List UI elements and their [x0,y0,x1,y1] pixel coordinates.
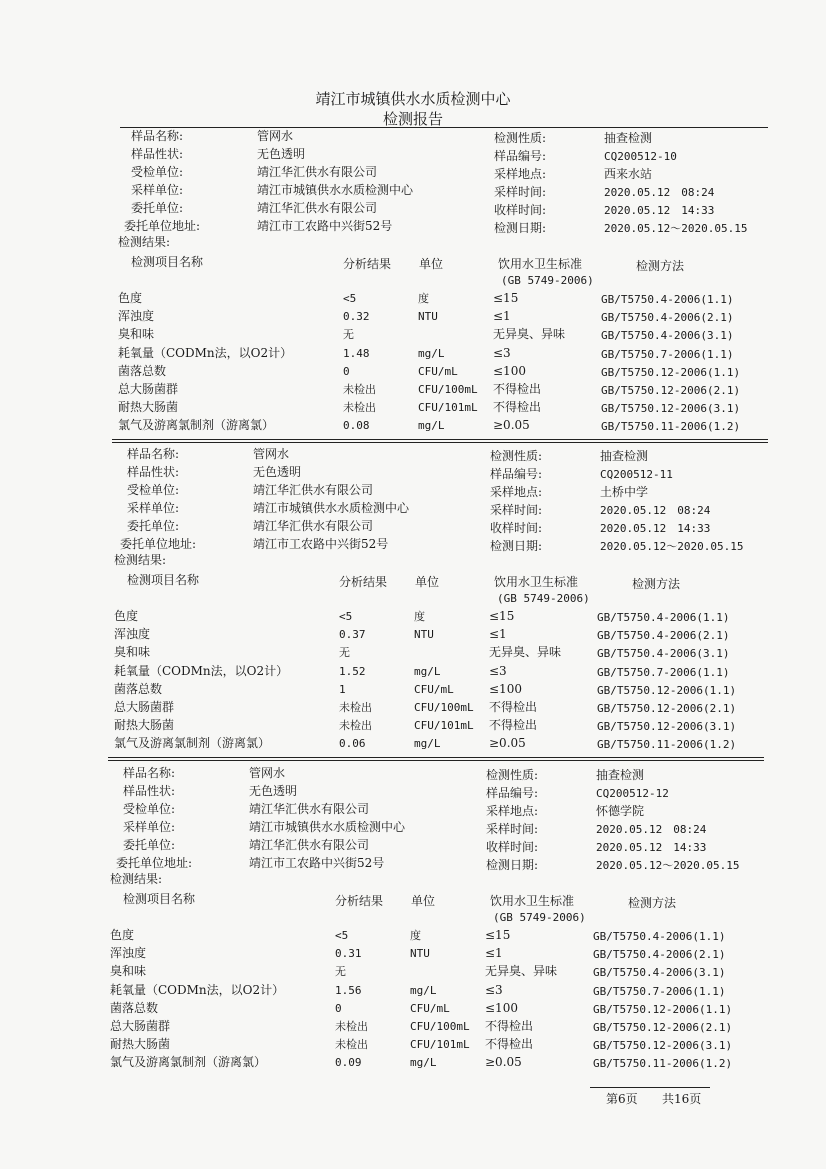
info-label-sampling-time: 采样时间: [494,185,547,199]
info-value-inspected-unit: 靖江华汇供水有限公司 [257,165,378,179]
col-header-standard-code: (GB 5749-2006) [497,592,590,605]
row-standard: 无异臭、异味 [485,964,558,979]
info-value-test-date: 2020.05.12～2020.05.15 [600,540,744,553]
row-result: 0 [335,1001,342,1015]
results-label: 检测结果: [118,235,171,249]
row-item: 氯气及游离氯制剂（游离氯） [110,1055,267,1070]
row-standard: ≥0.05 [489,736,526,751]
info-value-sample-nature: 无色透明 [249,784,298,798]
row-method: GB/T5750.4-2006(2.1) [597,629,730,643]
row-method: GB/T5750.12-2006(1.1) [593,1002,733,1016]
info-label-receipt-time: 收样时间: [486,840,539,854]
row-standard: ≤3 [489,663,507,678]
row-unit: CFU/101mL [410,1038,470,1052]
row-result: 0 [343,364,350,378]
row-result: 未检出 [339,701,372,714]
row-standard: 不得检出 [493,400,542,415]
page-total: 共16页 [662,1092,702,1106]
info-label-sampling-time: 采样时间: [486,822,539,836]
row-result: 无 [343,328,354,342]
info-label-sampling-time: 采样时间: [490,503,543,517]
row-item: 耐热大肠菌 [110,1037,171,1052]
row-method: GB/T5750.4-2006(1.1) [593,930,726,943]
row-method: GB/T5750.12-2006(2.1) [597,702,737,715]
col-header-result: 分析结果 [335,894,384,908]
info-label-sampling-unit: 采样单位: [123,820,176,834]
row-result: 1.56 [335,983,362,997]
row-result: 0.06 [339,737,366,751]
info-label-sample-nature: 样品性状: [123,784,176,798]
info-label-sample-name: 样品名称: [127,447,180,461]
info-label-sample-no: 样品编号: [494,149,547,163]
row-unit: 度 [418,292,429,305]
col-header-item: 检测项目名称 [127,573,200,587]
col-header-standard: 饮用水卫生标准 [498,257,583,271]
row-method: GB/T5750.4-2006(3.1) [597,647,730,661]
results-label: 检测结果: [114,553,167,567]
row-standard: ≤1 [485,946,503,961]
row-item: 总大肠菌群 [110,1019,171,1033]
info-value-sampling-site: 怀德学院 [596,804,645,818]
row-method: GB/T5750.12-2006(2.1) [593,1021,733,1034]
info-label-sample-name: 样品名称: [131,129,184,143]
row-item: 耐热大肠菌 [118,400,179,415]
info-label-entrusting-address: 委托单位地址: [124,219,201,233]
row-method: GB/T5750.4-2006(3.1) [601,329,734,343]
row-item: 耐热大肠菌 [114,718,175,733]
info-value-entrusting-address: 靖江市工农路中兴街52号 [249,856,385,870]
info-value-sample-name: 管网水 [249,766,286,780]
row-standard: ≤100 [489,681,522,696]
info-value-test-nature: 抽查检测 [596,768,645,782]
info-label-sampling-site: 采样地点: [490,485,543,499]
info-value-sample-no: CQ200512-12 [596,787,669,800]
info-label-inspected-unit: 受检单位: [123,802,176,816]
col-header-method: 检测方法 [628,896,677,910]
row-standard: ≤15 [493,291,519,305]
row-standard: ≤3 [485,982,503,997]
col-header-unit: 单位 [415,575,440,589]
row-unit: mg/L [414,664,441,678]
row-standard: ≤100 [485,1000,518,1015]
info-label-sample-nature: 样品性状: [131,147,184,161]
info-value-sample-nature: 无色透明 [253,465,302,479]
row-unit: CFU/100mL [410,1020,470,1033]
row-result: 0.09 [335,1056,362,1070]
row-standard: 不得检出 [489,700,538,714]
row-method: GB/T5750.11-2006(1.2) [601,420,741,434]
info-label-sampling-unit: 采样单位: [131,183,184,197]
row-method: GB/T5750.4-2006(1.1) [597,611,730,624]
row-method: GB/T5750.11-2006(1.2) [593,1057,733,1071]
row-result: 1.52 [339,664,366,678]
row-method: GB/T5750.11-2006(1.2) [597,738,737,752]
row-result: <5 [335,929,349,942]
row-standard: 不得检出 [493,382,542,396]
row-method: GB/T5750.7-2006(1.1) [593,984,726,998]
info-value-sampling-unit: 靖江市城镇供水水质检测中心 [253,501,410,515]
col-header-standard: 饮用水卫生标准 [490,894,575,908]
row-result: 0.31 [335,947,362,961]
col-header-standard: 饮用水卫生标准 [494,575,579,589]
row-item: 总大肠菌群 [114,700,175,714]
row-standard: ≤100 [493,363,526,378]
row-standard: 不得检出 [489,718,538,733]
row-unit: mg/L [410,983,437,997]
row-result: 未检出 [335,1038,368,1052]
info-label-entrusting-unit: 委托单位: [123,838,176,852]
info-label-sample-nature: 样品性状: [127,465,180,479]
info-label-sample-no: 样品编号: [486,786,539,800]
row-unit: CFU/100mL [414,701,474,714]
row-item: 氯气及游离氯制剂（游离氯） [118,418,275,433]
col-header-result: 分析结果 [339,575,388,589]
info-value-receipt-time: 2020.05.12 14:33 [600,522,711,535]
row-unit: CFU/101mL [414,719,474,733]
report-title: 检测报告 [382,110,443,128]
row-standard: 不得检出 [485,1037,534,1052]
col-header-standard-code: (GB 5749-2006) [501,274,594,287]
header-rule [120,127,768,128]
row-method: GB/T5750.7-2006(1.1) [597,665,730,679]
row-item: 臭和味 [110,964,147,979]
info-label-entrusting-address: 委托单位地址: [120,537,197,551]
section-rule-double [112,442,768,443]
col-header-method: 检测方法 [636,259,685,273]
row-method: GB/T5750.4-2006(1.1) [601,293,734,306]
row-item: 色度 [110,928,135,942]
row-result: 1.48 [343,346,370,360]
row-standard: 无异臭、异味 [493,327,566,342]
row-standard: ≤1 [493,309,511,324]
row-method: GB/T5750.4-2006(2.1) [593,948,726,962]
row-result: 未检出 [343,383,376,396]
info-label-test-date: 检测日期: [486,858,539,872]
section-rule [108,757,764,758]
row-unit: CFU/100mL [418,383,478,396]
col-header-standard-code: (GB 5749-2006) [493,911,586,924]
info-label-entrusting-address: 委托单位地址: [116,856,193,870]
info-value-sample-no: CQ200512-11 [600,468,673,481]
row-item: 耗氧量（CODMn法，以O2计） [110,982,285,997]
row-unit: CFU/mL [414,682,454,696]
col-header-unit: 单位 [419,257,444,271]
info-value-sampling-unit: 靖江市城镇供水水质检测中心 [257,183,414,197]
info-value-sampling-site: 西来水站 [604,167,653,181]
info-label-test-nature: 检测性质: [486,768,539,782]
row-result: 0.08 [343,419,370,433]
section-rule [112,439,768,440]
info-value-receipt-time: 2020.05.12 14:33 [596,841,707,854]
info-value-receipt-time: 2020.05.12 14:33 [604,204,715,217]
row-unit: NTU [414,628,434,642]
section-rule-double [108,760,764,761]
row-unit: NTU [418,310,438,324]
info-value-entrusting-unit: 靖江华汇供水有限公司 [253,519,374,533]
row-standard: ≤15 [489,609,515,623]
results-label: 检测结果: [110,872,163,886]
info-value-sample-name: 管网水 [253,447,290,461]
row-method: GB/T5750.4-2006(3.1) [593,966,726,980]
info-label-test-nature: 检测性质: [490,449,543,463]
row-unit: 度 [410,929,421,942]
col-header-item: 检测项目名称 [131,255,204,269]
row-item: 耗氧量（CODMn法，以O2计） [114,663,289,678]
report-org-title: 靖江市城镇供水水质检测中心 [315,90,511,108]
row-standard: 无异臭、异味 [489,645,562,660]
row-standard: ≤1 [489,627,507,642]
info-value-entrusting-address: 靖江市工农路中兴街52号 [257,219,393,233]
row-result: 0.37 [339,628,366,642]
row-method: GB/T5750.12-2006(3.1) [597,720,737,734]
row-unit: 度 [414,610,425,623]
info-value-sample-no: CQ200512-10 [604,150,677,163]
row-result: 无 [335,965,346,979]
info-value-entrusting-unit: 靖江华汇供水有限公司 [257,201,378,215]
info-value-sampling-time: 2020.05.12 08:24 [604,186,715,199]
row-item: 浑浊度 [114,627,151,642]
row-item: 菌落总数 [118,363,167,378]
col-header-item: 检测项目名称 [123,892,196,906]
row-item: 色度 [118,291,143,305]
info-value-sampling-time: 2020.05.12 08:24 [600,504,711,517]
row-item: 氯气及游离氯制剂（游离氯） [114,736,271,751]
info-label-test-date: 检测日期: [490,539,543,553]
info-label-entrusting-unit: 委托单位: [127,519,180,533]
info-label-sampling-site: 采样地点: [486,804,539,818]
row-result: 未检出 [335,1020,368,1033]
info-label-sample-no: 样品编号: [490,467,543,481]
info-value-test-date: 2020.05.12～2020.05.15 [596,859,740,872]
info-label-sampling-site: 采样地点: [494,167,547,181]
info-label-inspected-unit: 受检单位: [127,483,180,497]
row-unit: mg/L [418,346,445,360]
col-header-unit: 单位 [411,894,436,908]
row-unit: mg/L [410,1056,437,1070]
row-standard: ≤15 [485,928,511,942]
row-result: 无 [339,646,350,660]
page-number: 第6页 [606,1092,638,1106]
row-unit: mg/L [418,419,445,433]
info-label-test-nature: 检测性质: [494,131,547,145]
info-value-test-nature: 抽查检测 [600,449,649,463]
row-item: 浑浊度 [118,309,155,324]
row-item: 菌落总数 [114,681,163,696]
row-item: 臭和味 [114,645,151,660]
row-method: GB/T5750.12-2006(1.1) [601,365,741,379]
info-label-sampling-unit: 采样单位: [127,501,180,515]
row-result: <5 [339,610,353,623]
row-item: 臭和味 [118,327,155,342]
row-unit: CFU/mL [418,364,458,378]
row-method: GB/T5750.4-2006(2.1) [601,311,734,325]
row-unit: NTU [410,947,430,961]
info-label-entrusting-unit: 委托单位: [131,201,184,215]
row-item: 菌落总数 [110,1000,159,1015]
info-value-sampling-time: 2020.05.12 08:24 [596,823,707,836]
row-method: GB/T5750.12-2006(1.1) [597,683,737,697]
row-result: 未检出 [339,719,372,733]
row-method: GB/T5750.7-2006(1.1) [601,347,734,361]
info-value-sampling-unit: 靖江市城镇供水水质检测中心 [249,820,406,834]
row-item: 耗氧量（CODMn法，以O2计） [118,345,293,360]
row-unit: CFU/101mL [418,401,478,415]
row-item: 浑浊度 [110,946,147,961]
row-method: GB/T5750.12-2006(3.1) [601,402,741,416]
info-label-receipt-time: 收样时间: [494,203,547,217]
info-value-sampling-site: 土桥中学 [600,485,649,499]
row-item: 色度 [114,609,139,623]
row-result: 1 [339,682,346,696]
row-standard: ≥0.05 [493,418,530,433]
row-result: <5 [343,292,357,305]
footer-rule [590,1087,710,1088]
col-header-method: 检测方法 [632,577,681,591]
info-label-sample-name: 样品名称: [123,766,176,780]
info-label-test-date: 检测日期: [494,221,547,235]
row-standard: ≥0.05 [485,1055,522,1070]
info-value-inspected-unit: 靖江华汇供水有限公司 [249,802,370,816]
row-result: 0.32 [343,310,370,324]
row-standard: 不得检出 [485,1019,534,1033]
row-unit: CFU/mL [410,1001,450,1015]
info-value-entrusting-address: 靖江市工农路中兴街52号 [253,537,389,551]
info-value-sample-name: 管网水 [257,129,294,143]
row-method: GB/T5750.12-2006(2.1) [601,384,741,397]
info-value-entrusting-unit: 靖江华汇供水有限公司 [249,838,370,852]
info-label-receipt-time: 收样时间: [490,521,543,535]
row-standard: ≤3 [493,345,511,360]
row-method: GB/T5750.12-2006(3.1) [593,1039,733,1053]
info-value-inspected-unit: 靖江华汇供水有限公司 [253,483,374,497]
col-header-result: 分析结果 [343,257,392,271]
info-value-test-date: 2020.05.12～2020.05.15 [604,222,748,235]
info-value-test-nature: 抽查检测 [604,131,653,145]
info-label-inspected-unit: 受检单位: [131,165,184,179]
row-item: 总大肠菌群 [118,382,179,396]
info-value-sample-nature: 无色透明 [257,147,306,161]
row-result: 未检出 [343,401,376,415]
row-unit: mg/L [414,737,441,751]
